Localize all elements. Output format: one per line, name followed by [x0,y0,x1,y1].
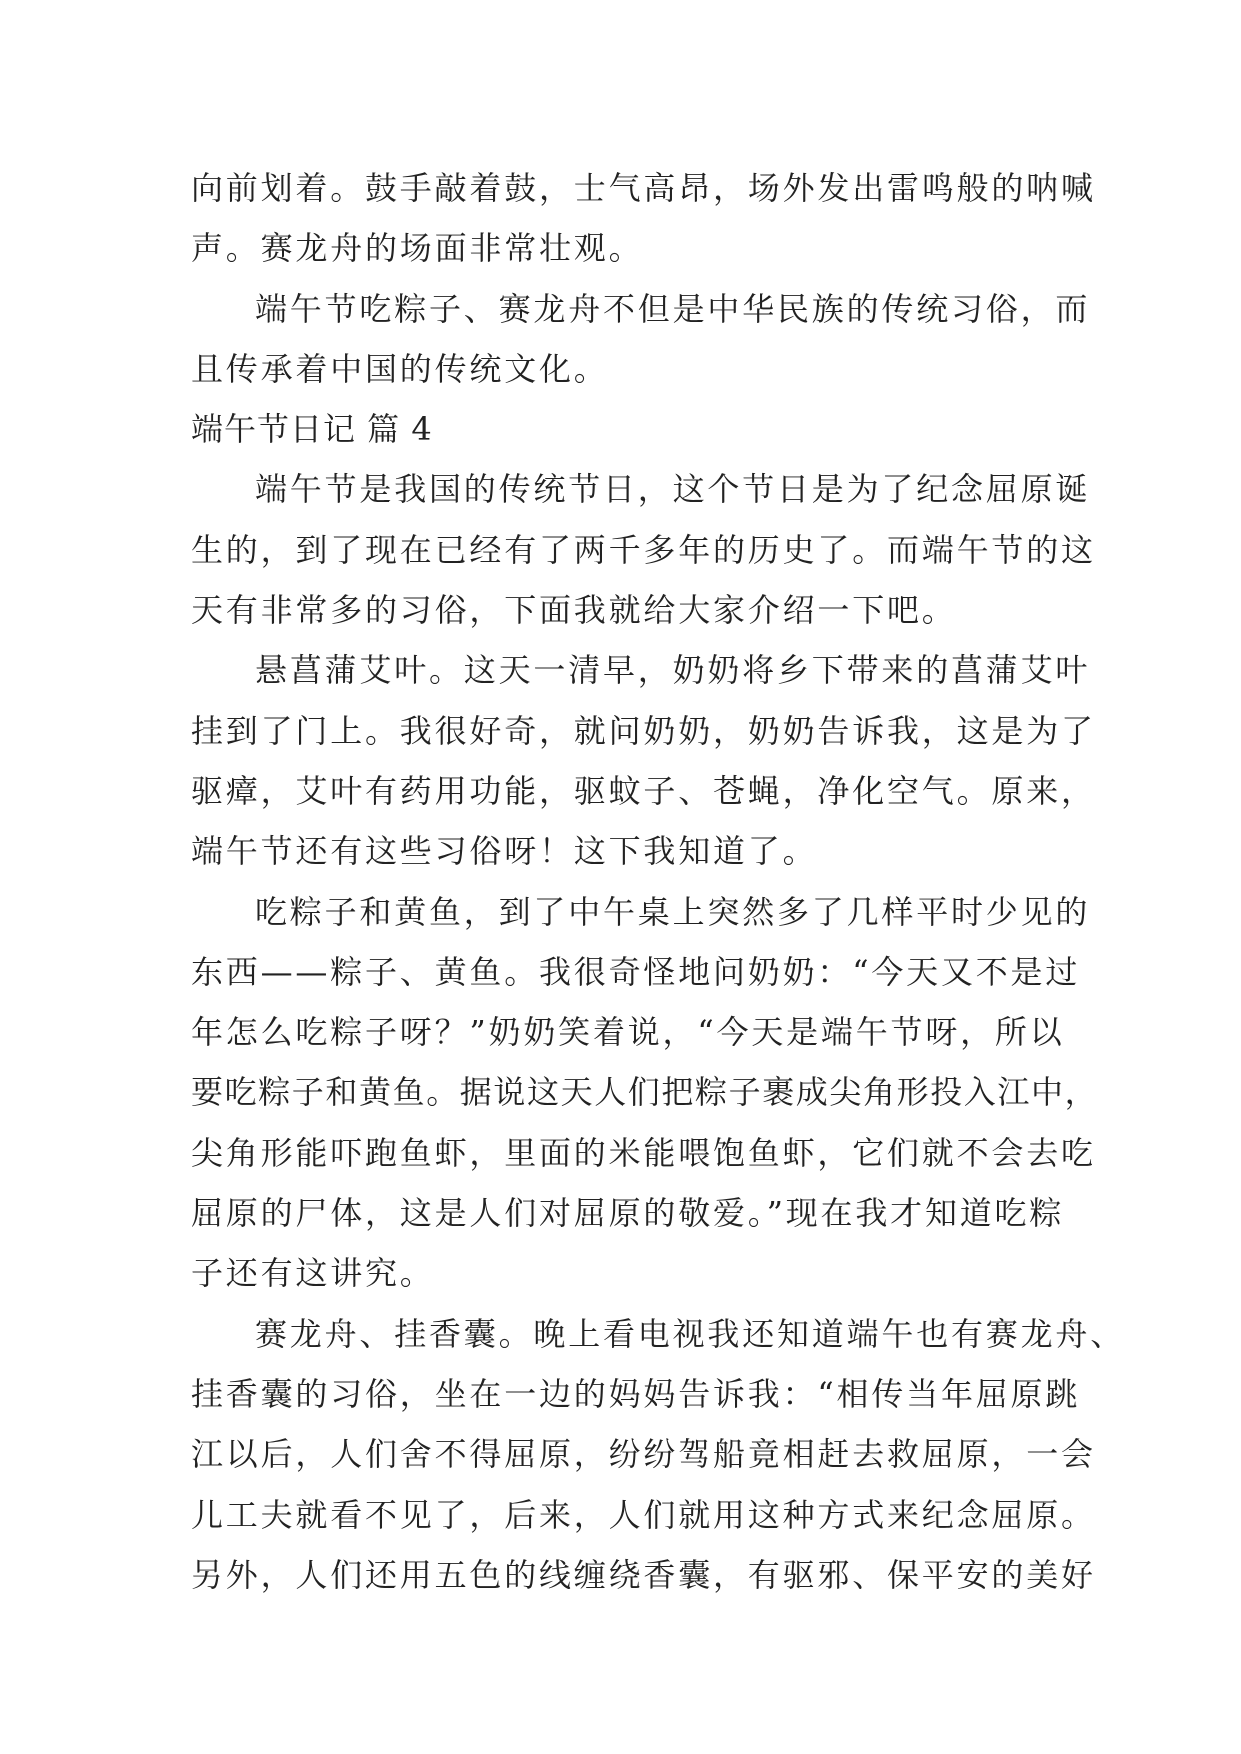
text-line: 端午节吃粽子、赛龙舟不但是中华民族的传统习俗，而 [255,289,1091,328]
text-line: 向前划着。鼓手敲着鼓，士气高昂，场外发出雷鸣般的呐喊 [191,169,1096,207]
text-line: 赛龙舟、挂香囊。晚上看电视我还知道端午也有赛龙舟、 [255,1314,1126,1353]
text-line: 年怎么吃粽子呀？”奶奶笑着说，“今天是端午节呀，所以 [191,1013,1065,1052]
text-line: 尖角形能吓跑鱼虾，里面的米能喂饱鱼虾，它们就不会去吃 [191,1133,1096,1172]
text-line: 声。赛龙舟的场面非常壮观。 [191,229,644,268]
text-line: 吃粽子和黄鱼，到了中午桌上突然多了几样平时少见的 [255,892,1091,931]
text-line: 挂到了门上。我很好奇，就问奶奶，奶奶告诉我，这是为了 [191,711,1096,750]
text-line: 江以后，人们舍不得屈原，纷纷驾船竟相赶去救屈原，一会 [191,1435,1096,1474]
text-line: 天有非常多的习俗，下面我就给大家介绍一下吧。 [191,591,957,630]
text-line: 悬菖蒲艾叶。这天一清早，奶奶将乡下带来的菖蒲艾叶 [255,651,1091,690]
text-line: 儿工夫就看不见了，后来，人们就用这种方式来纪念屈原。 [191,1495,1096,1534]
text-line: 生的，到了现在已经有了两千多年的历史了。而端午节的这 [191,530,1096,569]
text-line: 挂香囊的习俗，坐在一边的妈妈告诉我：“相传当年屈原跳 [191,1374,1081,1413]
text-line: 要吃粽子和黄鱼。据说这天人们把粽子裹成尖角形投入江中， [191,1073,1099,1112]
text-line: 东西——粽子、黄鱼。我很奇怪地问奶奶：“今天又不是过 [191,952,1081,991]
text-line: 端午节是我国的传统节日，这个节日是为了纪念屈原诞 [255,470,1091,509]
document-body [191,158,1126,1605]
text-line: 另外，人们还用五色的线缠绕香囊，有驱邪、保平安的美好 [191,1555,1096,1594]
text-line: 子还有这讲究。 [191,1254,435,1293]
text-line: 且传承着中国的传统文化。 [191,349,609,388]
text-line: 端午节还有这些习俗呀！这下我知道了。 [191,832,818,871]
section-heading: 端午节日记 篇 4 [191,410,433,449]
text-line: 屈原的尸体，这是人们对屈原的敬爱。”现在我才知道吃粽 [191,1194,1065,1233]
text-line: 驱瘴，艾叶有药用功能，驱蚊子、苍蝇，净化空气。原来， [191,771,1096,810]
